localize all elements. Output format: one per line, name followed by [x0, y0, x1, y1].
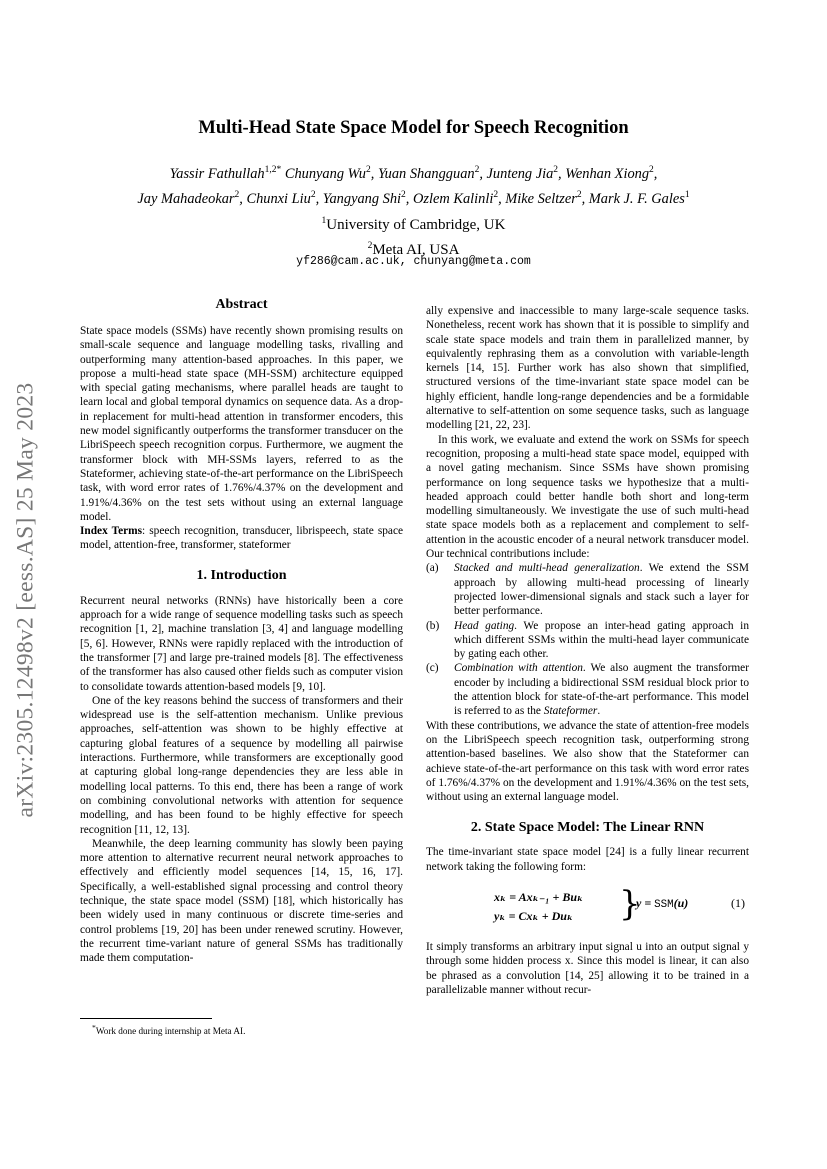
author: Jay Mahadeokar — [137, 190, 235, 207]
author-line-2: Jay Mahadeokar$^2$, Chunxi Liu$^2$, Yangyang Shi$^2$, Ozlem Kalinli$^2$, Mike Seltzer$^2$, Mark J. F. Gales$^1$ — [137, 189, 690, 207]
author: Mike Seltzer — [505, 190, 577, 207]
affiliations — [80, 211, 747, 261]
list-item — [426, 619, 749, 662]
equation-output: yₖ = Cxₖ + Duₖ — [494, 908, 574, 923]
author-sup: 2 — [649, 165, 654, 175]
author-list — [80, 160, 747, 210]
footnote-mark: * — [276, 165, 282, 175]
ssm-paragraph: The time-invariant state space model [24] is a fully linear recurrent network taking the following form: — [426, 846, 749, 873]
contribution-name: Combination with attention — [454, 662, 583, 675]
author: Mark J. F. Gales — [588, 190, 685, 207]
contribution-text: . We also augment the transformer encoder by including a bidirectional SSM residual block prior to the attention block for state-of-the-art performance. This model is referred to as the — [454, 662, 749, 718]
intro-paragraph: With these contributions, we advance the state of attention-free models on the LibriSpeech speech recognition task, outperforming strong attention-based baselines. We also show that the Stateformer can achieve state-of-the-art performance on this task with word error rates of 1.76%/4.37% on the development and 1.91%/4.36% on the test sets, without using an external language model. — [426, 719, 749, 804]
ssm-function: SSM — [654, 898, 674, 911]
list-label: (c) — [426, 662, 439, 675]
author: Chunyang Wu — [284, 165, 367, 182]
affiliation: $^1$University of Cambridge, UK — [321, 216, 506, 233]
ssm-paragraph: It simply transforms an arbitrary input signal u into an output signal y through some hidden process x. Since this model is linear, it can also be phrased as a convolution [14, 25] allowing it to be trained in a parallelizable manner without recur- — [426, 940, 749, 996]
right-column — [426, 304, 749, 997]
footnote — [92, 1023, 245, 1036]
intro-paragraph: In this work, we evaluate and extend the work on SSMs for speech recognition, proposing a multi-head state space model, equipped with a novel gating mechanism. Since SSMs have shown promising performance on long sequence tasks we hypothesize that a multi-headed approach could better handle both short and long-term modelling simultaneously. We investigate the use of such multi-head state space models both as a replacement and complement to self-attention in the acoustic encoder of a neural network transducer model. Our technical contributions include: — [426, 433, 749, 561]
author: Ozlem Kalinli — [412, 190, 494, 207]
author: Yuan Shangguan — [377, 165, 475, 182]
author-sup: 1,2 — [264, 165, 277, 175]
affiliation: $^2$Meta AI, USA — [367, 241, 460, 258]
intro-paragraph: Recurrent neural networks (RNNs) have historically been a core approach for a wide range of sequence modelling tasks such as speech recognition [1, 2], machine translation [3, 4] and language modelling [5, 6]. However, RNNs were rapidly replaced with the introduction of the transformer [7] and large pre-trained models [8]. The effectiveness of the transformer has also caused other fields such as computer vision to consolidate towards attention-based models [9, 10]. — [80, 594, 403, 693]
author-emails: yf286@cam.ac.uk, chunyang@meta.com — [296, 255, 531, 268]
author-sup: 2 — [493, 189, 499, 200]
equation-state: xₖ = Axₖ₋₁ + Buₖ — [494, 889, 584, 904]
left-column — [80, 296, 403, 965]
contribution-text: . We propose an inter-head gating approach in which different SSMs within the multi-head layer communicate by gating each other. — [454, 619, 749, 661]
intro-paragraph: One of the key reasons behind the success of transformers and their widespread use is the self-attention mechanism. Unlike previous approaches, self-attention was shown to be highly effective at capturing global features of a sequence by modelling all pairwise interactions. Furthermore, while transformers are exceptionally good at capturing global long-range dependencies they are less able in modelling local patterns. To this end, there has been a range of work on combining convolutional networks with attention for sequence modelling, and has been found to be highly effective for speech recognition [11, 12, 13]. — [80, 694, 403, 836]
author-sup: 2 — [234, 189, 240, 200]
author: Junteng Jia — [486, 165, 554, 182]
author-sup: 2 — [576, 189, 582, 200]
abstract-heading: Abstract — [215, 297, 268, 312]
contributions-list — [426, 561, 749, 718]
author-sup: 2 — [553, 165, 559, 175]
author-sup: 2 — [310, 189, 316, 200]
contribution-text: . We extend the SSM approach by allowing multi-head processing of linearly projected lower-dimensional signals and stack such a layer for better performance. — [454, 562, 750, 618]
author-sup: 2 — [474, 165, 480, 175]
intro-paragraph: ally expensive and inaccessible to many large-scale sequence tasks. Nonetheless, recent work has shown that it is possible to simplify and scale state space models and train them in parallelized manner, by equivalently rephrasing them as a convolution with variable-length kernels [14, 15]. Further work has also shown that simplified, structured versions of the time-invariant state space model can be highly efficient, handle long-range dependencies and be a formidable alternative to self-attention on some sequence tasks, such as language modelling [21, 22, 23]. — [426, 305, 749, 432]
abstract-text: State space models (SSMs) have recently shown promising results on small-scale sequence and language modelling tasks, rivalling and outperforming many attention-based approaches. In this paper, we propose a multi-head state space (MH-SSM) architecture equipped with special gating mechanisms, where parallel heads are taught to learn local and global temporal dynamics on sequence data. As a drop-in replacement for multi-head attention in transformer encoders, this new model significantly outperforms the transformer transducer on the LibriSpeech speech recognition corpus. Furthermore, we augment the transformer block with MH-SSMs layers, referred to as the Stateformer, achieving state-of-the-art performance on the LibriSpeech task, with word error rates of 1.76%/4.37% on the development and 1.91%/4.36% on the test sets without using an external language model. — [80, 325, 403, 523]
stateformer-name: Stateformer — [543, 705, 598, 718]
equation-lines — [494, 888, 583, 926]
author-line-1: Yassir Fathullah$^{1,2*}$ Chunyang Wu$^2$, Yuan Shangguan$^2$, Junteng Jia$^2$, Wenhan Xiong$^2$, — [169, 165, 658, 182]
arxiv-stamp: arXiv:2305.12498v2 [eess.AS] 25 May 2023 — [12, 382, 39, 818]
list-label: (b) — [426, 619, 440, 632]
author: Yassir Fathullah — [169, 165, 265, 182]
intro-heading: 1. Introduction — [196, 567, 287, 583]
footnote-mark: * — [92, 1023, 96, 1032]
author-sup: 1 — [684, 189, 690, 200]
equation-1 — [426, 884, 749, 932]
author: Chunxi Liu — [246, 190, 311, 207]
author: Wenhan Xiong — [565, 165, 650, 182]
contribution-name: Stacked and multi-head generalization — [454, 562, 640, 575]
index-terms — [80, 524, 403, 553]
author-sup: 2 — [366, 165, 371, 175]
list-item: (c) Combination with attention. We also augment the transformer encoder by including a bidirectional SSM residual block prior to the attention block for state-of-the-art performance. This model is referred to as the Stateformer. — [426, 662, 749, 718]
paper-title: Multi-Head State Space Model for Speech Recognition — [198, 118, 629, 138]
ssm-heading: 2. State Space Model: The Linear RNN — [470, 820, 705, 836]
footnote-text: Work done during internship at Meta AI. — [95, 1026, 246, 1037]
equation-rhs: y = SSM(u) — [636, 895, 689, 911]
contribution-name: Head gating — [454, 619, 515, 632]
author: Yangyang Shi — [322, 190, 402, 207]
index-terms-text: : speech recognition, transducer, librispeech, state space model, attention-free, transformer, stateformer — [80, 525, 404, 552]
footnote-divider — [80, 1018, 212, 1019]
list-item — [426, 561, 749, 618]
equation-brace: } — [619, 883, 641, 924]
equation-number: (1) — [731, 895, 745, 910]
list-label: (a) — [426, 562, 439, 575]
intro-paragraph: Meanwhile, the deep learning community has slowly been paying more attention to alternative recurrent neural network approaches to effectively and efficiently model sequences [14, 15, 16, 17]. Specifically, a well-established signal processing and control theory technique, the state space model (SSM) [18], which historically has been widely used in many continuous or discrete time-series and control problems [19, 20] has been under renewed scrutiny. However, the recurrent time-variant nature of general SSMs has traditionally made them computation- — [80, 837, 403, 965]
author-sup: 2 — [401, 189, 406, 200]
index-terms-label: Index Terms — [80, 525, 143, 538]
